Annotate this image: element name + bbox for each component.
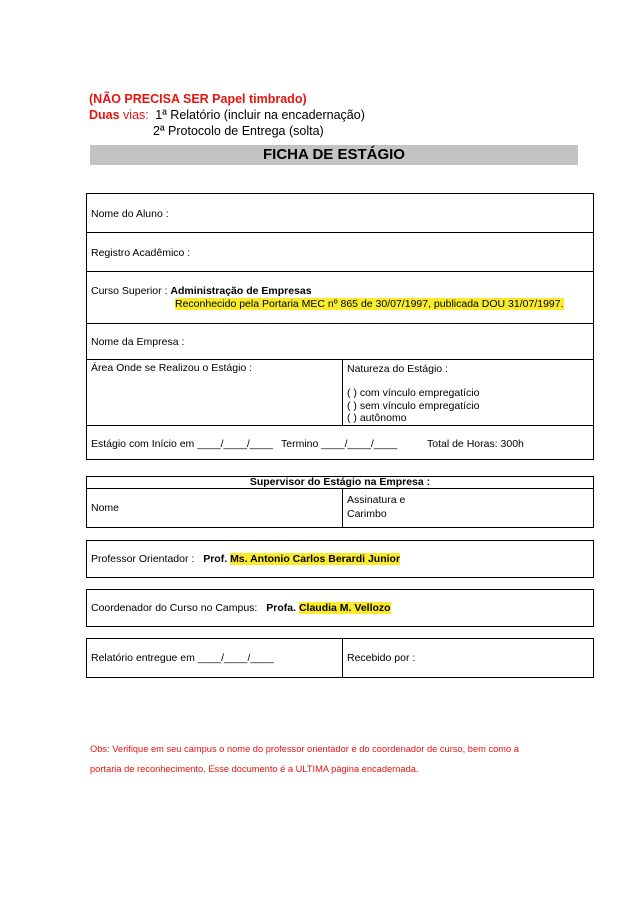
course-label: Curso Superior : — [91, 285, 171, 297]
coordinator-prefix: Profa. — [266, 602, 297, 614]
coordinator-name: Claudia M. Vellozo — [298, 602, 391, 614]
academic-record-field[interactable]: Registro Acadêmico : — [91, 247, 191, 259]
note-line-1: Obs: Verifique em seu campus o nome do professor orientador e do coordenador de curso, bem como a — [90, 744, 519, 754]
signature-label-2: Carimbo — [347, 508, 387, 520]
advisor-name: Ms. Antonio Carlos Berardi Junior — [230, 553, 401, 565]
advisor-label: Professor Orientador : — [91, 553, 195, 565]
page-title: FICHA DE ESTÁGIO — [263, 146, 405, 163]
end-date-field[interactable]: Termino ____/____/____ — [281, 438, 398, 450]
divider — [342, 488, 343, 527]
received-by-field[interactable]: Recebido por : — [347, 652, 416, 664]
divider — [87, 323, 593, 324]
internship-area-field[interactable]: Área Onde se Realizou o Estágio : — [91, 362, 253, 374]
signature-label-1: Assinatura e — [347, 494, 406, 506]
copies-label: vias: — [119, 108, 149, 122]
delivery-box — [86, 638, 594, 678]
start-date-field[interactable]: Estágio com Início em ____/____/____ — [91, 438, 274, 450]
divider — [87, 488, 593, 489]
divider — [87, 359, 593, 360]
divider — [87, 271, 593, 272]
supervisor-header: Supervisor do Estágio na Empresa : — [249, 476, 431, 488]
recognition-decree: Reconhecido pela Portaria MEC nº 865 de 30/07/1997, publicada DOU 31/07/1997. — [175, 298, 564, 310]
total-hours: Total de Horas: 300h — [427, 438, 524, 450]
advisor-prefix: Prof. — [203, 553, 228, 565]
advisor-box — [86, 540, 594, 578]
divider — [342, 359, 343, 425]
internship-nature-label: Natureza do Estágio : — [347, 363, 448, 375]
course-line — [91, 285, 312, 297]
divider — [342, 639, 343, 677]
option-autonomous[interactable]: ( ) autônomo — [347, 412, 407, 424]
advisor-line — [91, 553, 400, 565]
report-delivered-field[interactable]: Relatório entregue em ____/____/____ — [91, 652, 274, 664]
coordinator-box — [86, 589, 594, 627]
note-line-2: portaria de reconhecimento. Esse documento é a ULTIMA página encadernada. — [90, 764, 419, 774]
coordinator-label: Coordenador do Curso no Campus: — [91, 602, 258, 614]
supervisor-box — [86, 476, 594, 528]
header-note: (NÃO PRECISA SER Papel timbrado) — [89, 92, 307, 106]
student-name-field[interactable]: Nome do Aluno : — [91, 208, 169, 220]
student-form — [86, 193, 594, 460]
option-no-employment[interactable]: ( ) sem vínculo empregatício — [347, 400, 480, 412]
copies-count: Duas — [89, 108, 120, 122]
copy-1: 1ª Relatório (incluir na encadernação) — [155, 108, 365, 122]
coordinator-line — [91, 602, 391, 614]
copy-2: 2ª Protocolo de Entrega (solta) — [153, 124, 324, 138]
divider — [87, 425, 593, 426]
copies-line-1 — [89, 108, 365, 122]
course-value: Administração de Empresas — [170, 285, 312, 297]
divider — [87, 232, 593, 233]
option-employment[interactable]: ( ) com vínculo empregatício — [347, 387, 480, 399]
supervisor-name-field[interactable]: Nome — [91, 502, 120, 514]
company-name-field[interactable]: Nome da Empresa : — [91, 336, 185, 348]
